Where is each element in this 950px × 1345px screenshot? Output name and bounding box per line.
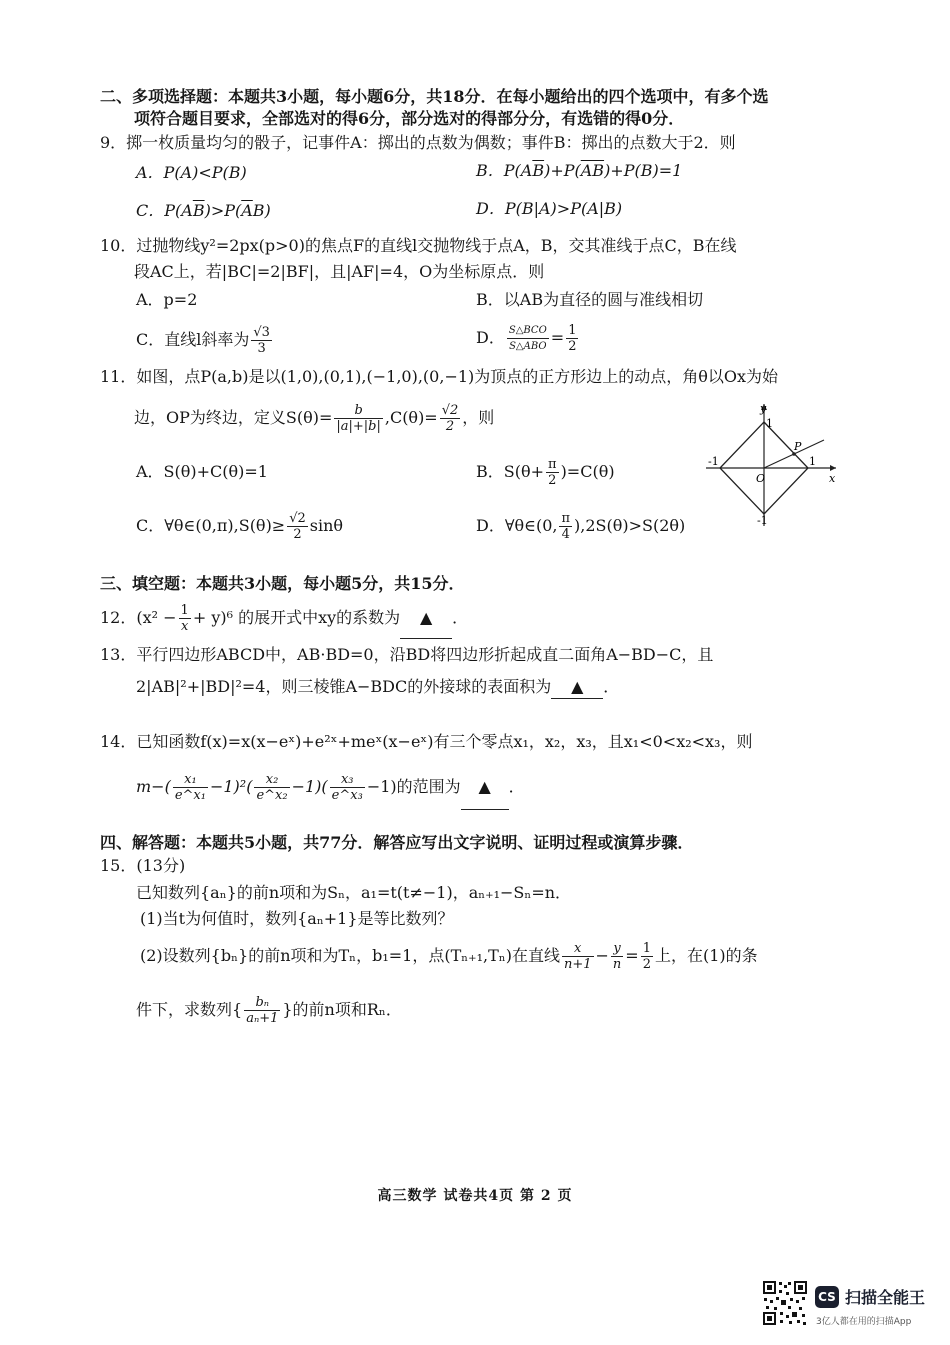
q9-option-b: B．$P(A\overline{B})+P(\overline{AB})+P(B)=1$	[476, 161, 683, 180]
label-origin: O	[756, 472, 766, 485]
q14-line1: 14．已知函数f(x)=x(x−eˣ)+e²ˣ+meˣ(x−eˣ)有三个零点x₁，x₂，x₃，且x₁<0<x₂<x₃，则	[100, 732, 753, 751]
q12: 12．(x² − $\frac{1}{x}$ + y)⁶ 的展开式中xy的系数为 ▲ ．	[100, 598, 468, 639]
section3-header: 三、填空题：本题共3小题，每小题5分，共15分．	[100, 574, 465, 593]
q15-title: 15．(13分)	[100, 856, 186, 875]
camscanner-logo: CS	[815, 1286, 839, 1308]
q13-line1: 13．平行四边形ABCD中，AB·BD=0，沿BD将四边形折起成直二面角A−BD−C，且	[100, 645, 714, 664]
q12-answer-blank[interactable]: ▲	[400, 598, 452, 639]
label-top: 1	[766, 417, 773, 430]
q10-option-b: B．以AB为直径的圆与准线相切	[476, 290, 704, 309]
q11-option-d: D．∀θ∈(0, $\frac{\pi}{4}$ ),2S(θ)>S(2θ)	[476, 511, 686, 542]
q15-part2b: 件下，求数列{ $\frac{\text{bₙ}}{\text{aₙ+1}}$ }的前n项和Rₙ．	[136, 995, 402, 1026]
label-bottom: -1	[757, 514, 768, 527]
q11-option-b: B．S(θ+ $\frac{\pi}{2}$ )=C(θ)	[476, 457, 615, 488]
y-label: y	[760, 402, 767, 415]
q10-option-d: D． $\frac{\text{S△BCO}}{\text{S△ABO}}$ = $\frac{1}{2}$	[476, 323, 577, 354]
q10-option-a: A．p=2	[136, 290, 198, 309]
q13-line2: 2|AB|²+|BD|²=4，则三棱锥A−BDC的外接球的表面积为 ▲ ．	[136, 676, 619, 699]
label-right: 1	[809, 455, 816, 468]
q9-option-c: C．$P(A\overline{B})>P(\overline{A}B)$	[136, 201, 271, 220]
camscanner-name: 扫描全能王	[845, 1288, 926, 1307]
section2-header-line2: 项符合题目要求，全部选对的得6分，部分选对的得部分分，有选错的得0分．	[134, 109, 685, 128]
x-label: x	[829, 472, 836, 485]
q15-part1: (1)当t为何值时，数列{aₙ+1}是等比数列？	[140, 909, 454, 928]
q9-stem: 9．掷一枚质量均匀的骰子，记事件A：掷出的点数为偶数；事件B：掷出的点数大于2．则	[100, 133, 736, 152]
q10-option-c: C．直线l斜率为 $\frac{√3}{3}$	[136, 325, 270, 356]
q9-option-a: A．P(A)<P(B)	[136, 163, 247, 182]
q14-line2: m−( $\frac{\text{x₁}}{\text{e\textasciicircum{}x₁}}$ −1)²( $\frac{\text{x₂}}{\text{e\textasciicircum{}x₂}}$ −1)( $\frac{\text{x₃}}{\text{e\textasciicircum{}x₃}}$ −1)的范围为 ▲ ．	[136, 765, 525, 810]
qr-code-icon	[762, 1280, 808, 1326]
label-left: -1	[708, 455, 719, 468]
q11-option-a: A．S(θ)+C(θ)=1	[136, 462, 268, 481]
q9-option-d: D．P(B|A)>P(A|B)	[476, 199, 623, 218]
label-p: P	[794, 440, 802, 453]
q15-part2: (2)设数列{bₙ}的前n项和为Tₙ，b₁=1，点(Tₙ₊₁,Tₙ)在直线 $\frac{x}{n+1}$ − $\frac{y}{n}$ = $\frac{1}{2}$ 上，在(1)的条	[140, 941, 758, 972]
q13-answer-blank[interactable]: ▲	[551, 676, 603, 699]
camscanner-tagline: 3亿人都在用的扫描App	[816, 1317, 912, 1327]
page-footer: 高三数学 试卷共4页 第 2 页	[377, 1188, 573, 1204]
q11-square-figure	[702, 400, 842, 530]
x-axis-arrow	[830, 465, 836, 471]
section4-header: 四、解答题：本题共5小题，共77分．解答应写出文字说明、证明过程或演算步骤．	[100, 833, 694, 852]
q10-stem-line1: 10．过抛物线y²=2px(p>0)的焦点F的直线l交抛物线于点A，B，交其准线于点C，B在线	[100, 236, 737, 255]
q14-answer-blank[interactable]: ▲	[461, 765, 509, 810]
q11-stem-line1: 11．如图，点P(a,b)是以(1,0),(0,1),(−1,0),(0,−1)为顶点的正方形边上的动点，角θ以Ox为始	[100, 367, 779, 386]
q10-stem-line2: 段AC上，若|BC|=2|BF|，且|AF|=4，O为坐标原点．则	[134, 262, 545, 281]
q15-given: 已知数列{aₙ}的前n项和为Sₙ，a₁=t(t≠−1)，aₙ₊₁−Sₙ=n．	[136, 883, 572, 902]
section2-header-line1: 二、多项选择题：本题共3小题，每小题6分，共18分．在每小题给出的四个选项中，有多个选	[100, 87, 769, 106]
q11-stem-line2: 边，OP为终边，定义S(θ)= $\frac{b}{|a|+|b|}$ ,C(θ)= $\frac{√2}{2}$ ，则	[134, 403, 495, 434]
q11-option-c: C．∀θ∈(0,π),S(θ)≥ $\frac{√2}{2}$ sinθ	[136, 511, 344, 542]
